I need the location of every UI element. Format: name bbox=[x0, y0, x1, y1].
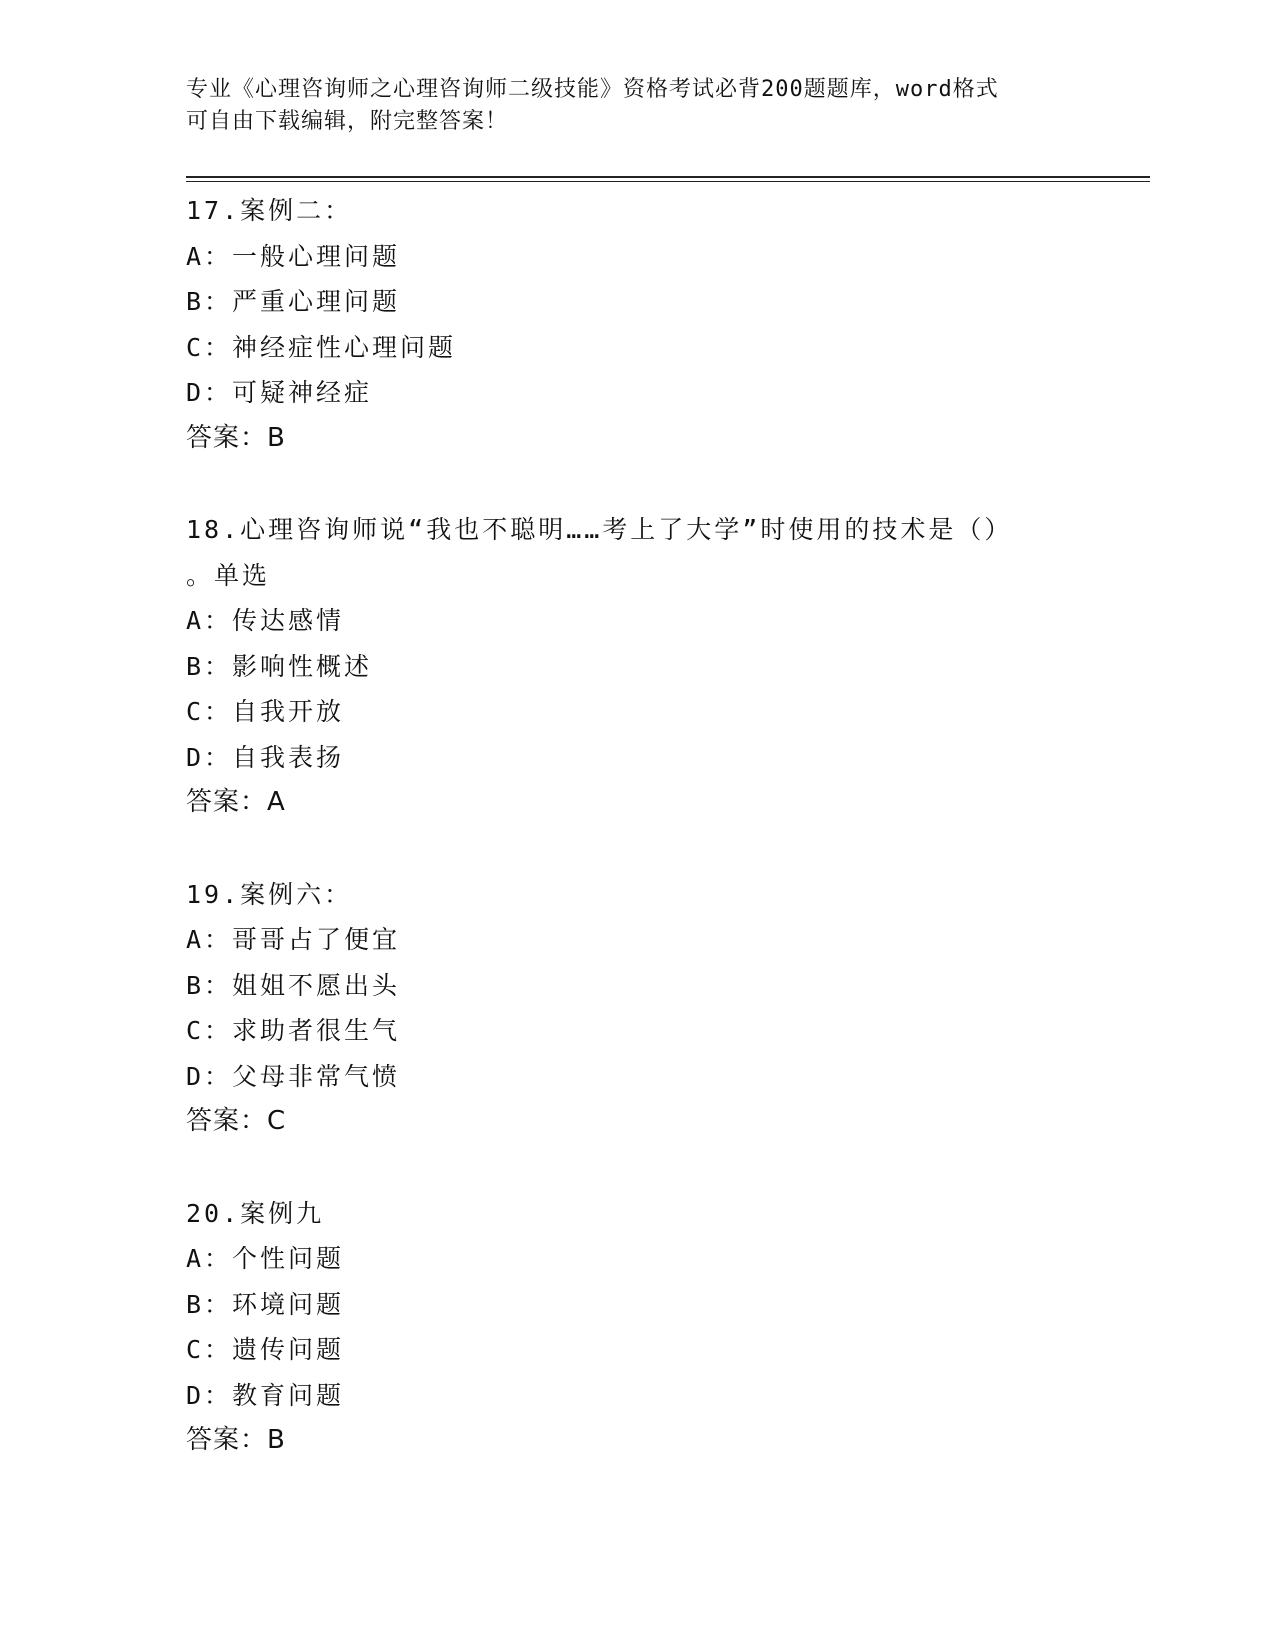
question-20 bbox=[186, 1191, 1086, 1464]
document-header bbox=[186, 74, 1086, 138]
question-stem-continuation: 。单选 bbox=[186, 560, 271, 590]
question-spacer bbox=[186, 1145, 1086, 1191]
option-d: D：自我表扬 bbox=[186, 742, 345, 772]
question-spacer bbox=[186, 461, 1086, 507]
question-18 bbox=[186, 507, 1086, 826]
question-17 bbox=[186, 188, 1086, 461]
question-stem: 17.案例二： bbox=[186, 196, 353, 225]
question-stem: 19.案例六： bbox=[186, 879, 353, 909]
header-title-line-2: 可自由下载编辑，附完整答案！ bbox=[186, 109, 509, 134]
option-c: C：遗传问题 bbox=[186, 1335, 345, 1364]
option-c: C：神经症性心理问题 bbox=[186, 332, 457, 362]
option-b: B：影响性概述 bbox=[186, 651, 373, 681]
option-b: B：严重心理问题 bbox=[186, 287, 401, 316]
option-d: D：可疑神经症 bbox=[186, 378, 373, 407]
option-a: A：传达感情 bbox=[186, 606, 345, 635]
question-stem: 20.案例九 bbox=[186, 1198, 325, 1228]
option-c: C：自我开放 bbox=[186, 697, 345, 726]
question-stem: 18.心理咨询师说“我也不聪明……考上了大学”时使用的技术是（） bbox=[186, 515, 1013, 544]
header-divider-thick bbox=[186, 176, 1150, 178]
answer-line: 答案：B bbox=[186, 422, 286, 453]
option-c: C：求助者很生气 bbox=[186, 1016, 401, 1045]
question-spacer bbox=[186, 826, 1086, 872]
option-a: A：个性问题 bbox=[186, 1244, 345, 1273]
option-a: A：哥哥占了便宜 bbox=[186, 925, 401, 954]
answer-line: 答案：B bbox=[186, 1425, 286, 1455]
question-list bbox=[186, 188, 1086, 1464]
answer-line: 答案：A bbox=[186, 787, 286, 817]
header-title-line-1: 专业《心理咨询师之心理咨询师二级技能》资格考试必背200题题库，word格式 bbox=[186, 77, 999, 102]
answer-line: 答案：C bbox=[186, 1106, 287, 1136]
option-b: B：姐姐不愿出头 bbox=[186, 970, 401, 1000]
option-d: D：教育问题 bbox=[186, 1380, 345, 1410]
option-b: B：环境问题 bbox=[186, 1289, 345, 1319]
option-d: D：父母非常气愤 bbox=[186, 1061, 401, 1091]
option-a: A：一般心理问题 bbox=[186, 241, 401, 271]
question-19 bbox=[186, 872, 1086, 1145]
header-divider-thin bbox=[186, 181, 1150, 182]
